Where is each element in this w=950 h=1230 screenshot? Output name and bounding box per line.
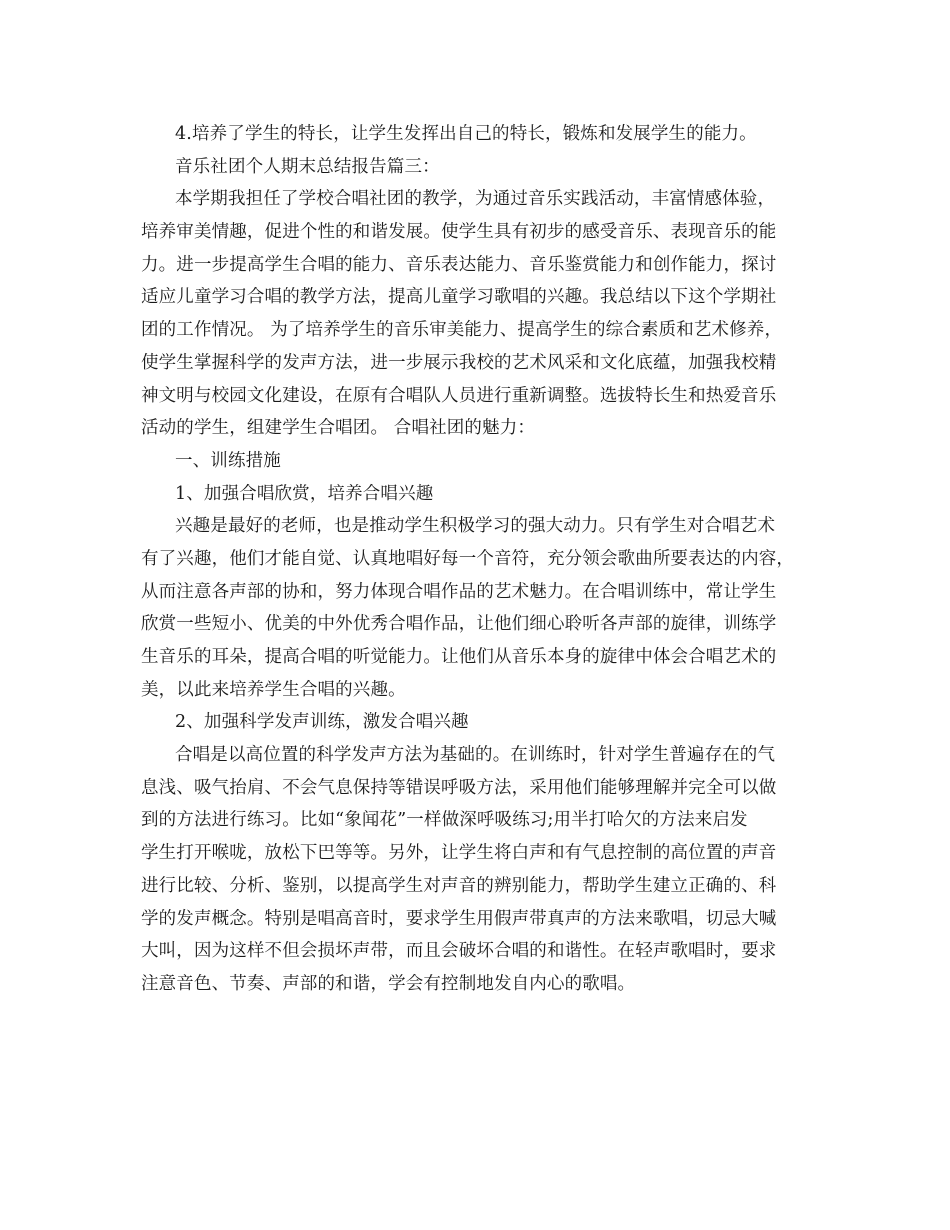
text-line: 进行比较、分析、鉴别，以提高学生对声音的辨别能力，帮助学生建立正确的、科	[141, 875, 777, 896]
text-line: 息浅、吸气抬肩、不会气息保持等错误呼吸方法，采用他们能够理解并完全可以做	[141, 777, 777, 798]
text-line: 学生打开喉咙，放松下巴等等。另外，让学生将白声和有气息控制的高位置的声音	[141, 843, 777, 864]
text-line: 一、训练措施	[175, 450, 281, 471]
text-line: 使学生掌握科学的发声方法，进一步展示我校的艺术风采和文化底蕴，加强我校精	[141, 352, 777, 373]
text-line: 培养审美情趣，促进个性的和谐发展。使学生具有初步的感受音乐、表现音乐的能	[141, 222, 777, 243]
document-body	[141, 118, 821, 1001]
text-line: 团的工作情况。 为了培养学生的音乐审美能力、提高学生的综合素质和艺术修养，	[141, 320, 783, 341]
text-line: 神文明与校园文化建设，在原有合唱队人员进行重新调整。选拔特长生和热爱音乐	[141, 385, 777, 406]
text-line: 大叫，因为这样不但会损坏声带，而且会破坏合唱的和谐性。在轻声歌唱时，要求	[141, 941, 777, 962]
text-line: 到的方法进行练习。比如“象闻花”一样做深呼吸练习;用半打哈欠的方法来启发	[141, 810, 748, 831]
text-line: 1、加强合唱欣赏，培养合唱兴趣	[175, 483, 434, 504]
text-line: 有了兴趣，他们才能自觉、认真地唱好每一个音符，充分领会歌曲所要表达的内容，	[141, 548, 795, 569]
text-line: 从而注意各声部的协和，努力体现合唱作品的艺术魅力。在合唱训练中，常让学生	[141, 581, 777, 602]
text-line: 力。进一步提高学生合唱的能力、音乐表达能力、音乐鉴赏能力和创作能力，探讨	[141, 254, 777, 275]
text-line: 美，以此来培养学生合唱的兴趣。	[141, 679, 406, 700]
text-line: 学的发声概念。特别是唱高音时，要求学生用假声带真声的方法来歌唱，切忌大喊	[141, 908, 777, 929]
text-line: 注意音色、节奏、声部的和谐，学会有控制地发自内心的歌唱。	[141, 973, 636, 994]
text-line: 音乐社团个人期末总结报告篇三：	[175, 156, 440, 177]
text-line: 活动的学生，组建学生合唱团。 合唱社团的魅力：	[141, 418, 536, 439]
text-line: 适应儿童学习合唱的教学方法，提高儿童学习歌唱的兴趣。我总结以下这个学期社	[141, 287, 777, 308]
text-line: 兴趣是最好的老师，也是推动学生积极学习的强大动力。只有学生对合唱艺术	[175, 516, 776, 537]
text-line: 2、加强科学发声训练，激发合唱兴趣	[175, 712, 469, 733]
text-line: 合唱是以高位置的科学发声方法为基础的。在训练时，针对学生普遍存在的气	[175, 745, 776, 766]
text-line: 4.培养了学生的特长，让学生发挥出自己的特长，锻炼和发展学生的能力。	[175, 124, 757, 144]
text-line: 生音乐的耳朵，提高合唱的听觉能力。让他们从音乐本身的旋律中体会合唱艺术的	[141, 647, 777, 667]
text-line: 欣赏一些短小、优美的中外优秀合唱作品，让他们细心聆听各声部的旋律，训练学	[141, 614, 777, 635]
text-line: 本学期我担任了学校合唱社团的教学，为通过音乐实践活动，丰富情感体验，	[175, 189, 776, 210]
